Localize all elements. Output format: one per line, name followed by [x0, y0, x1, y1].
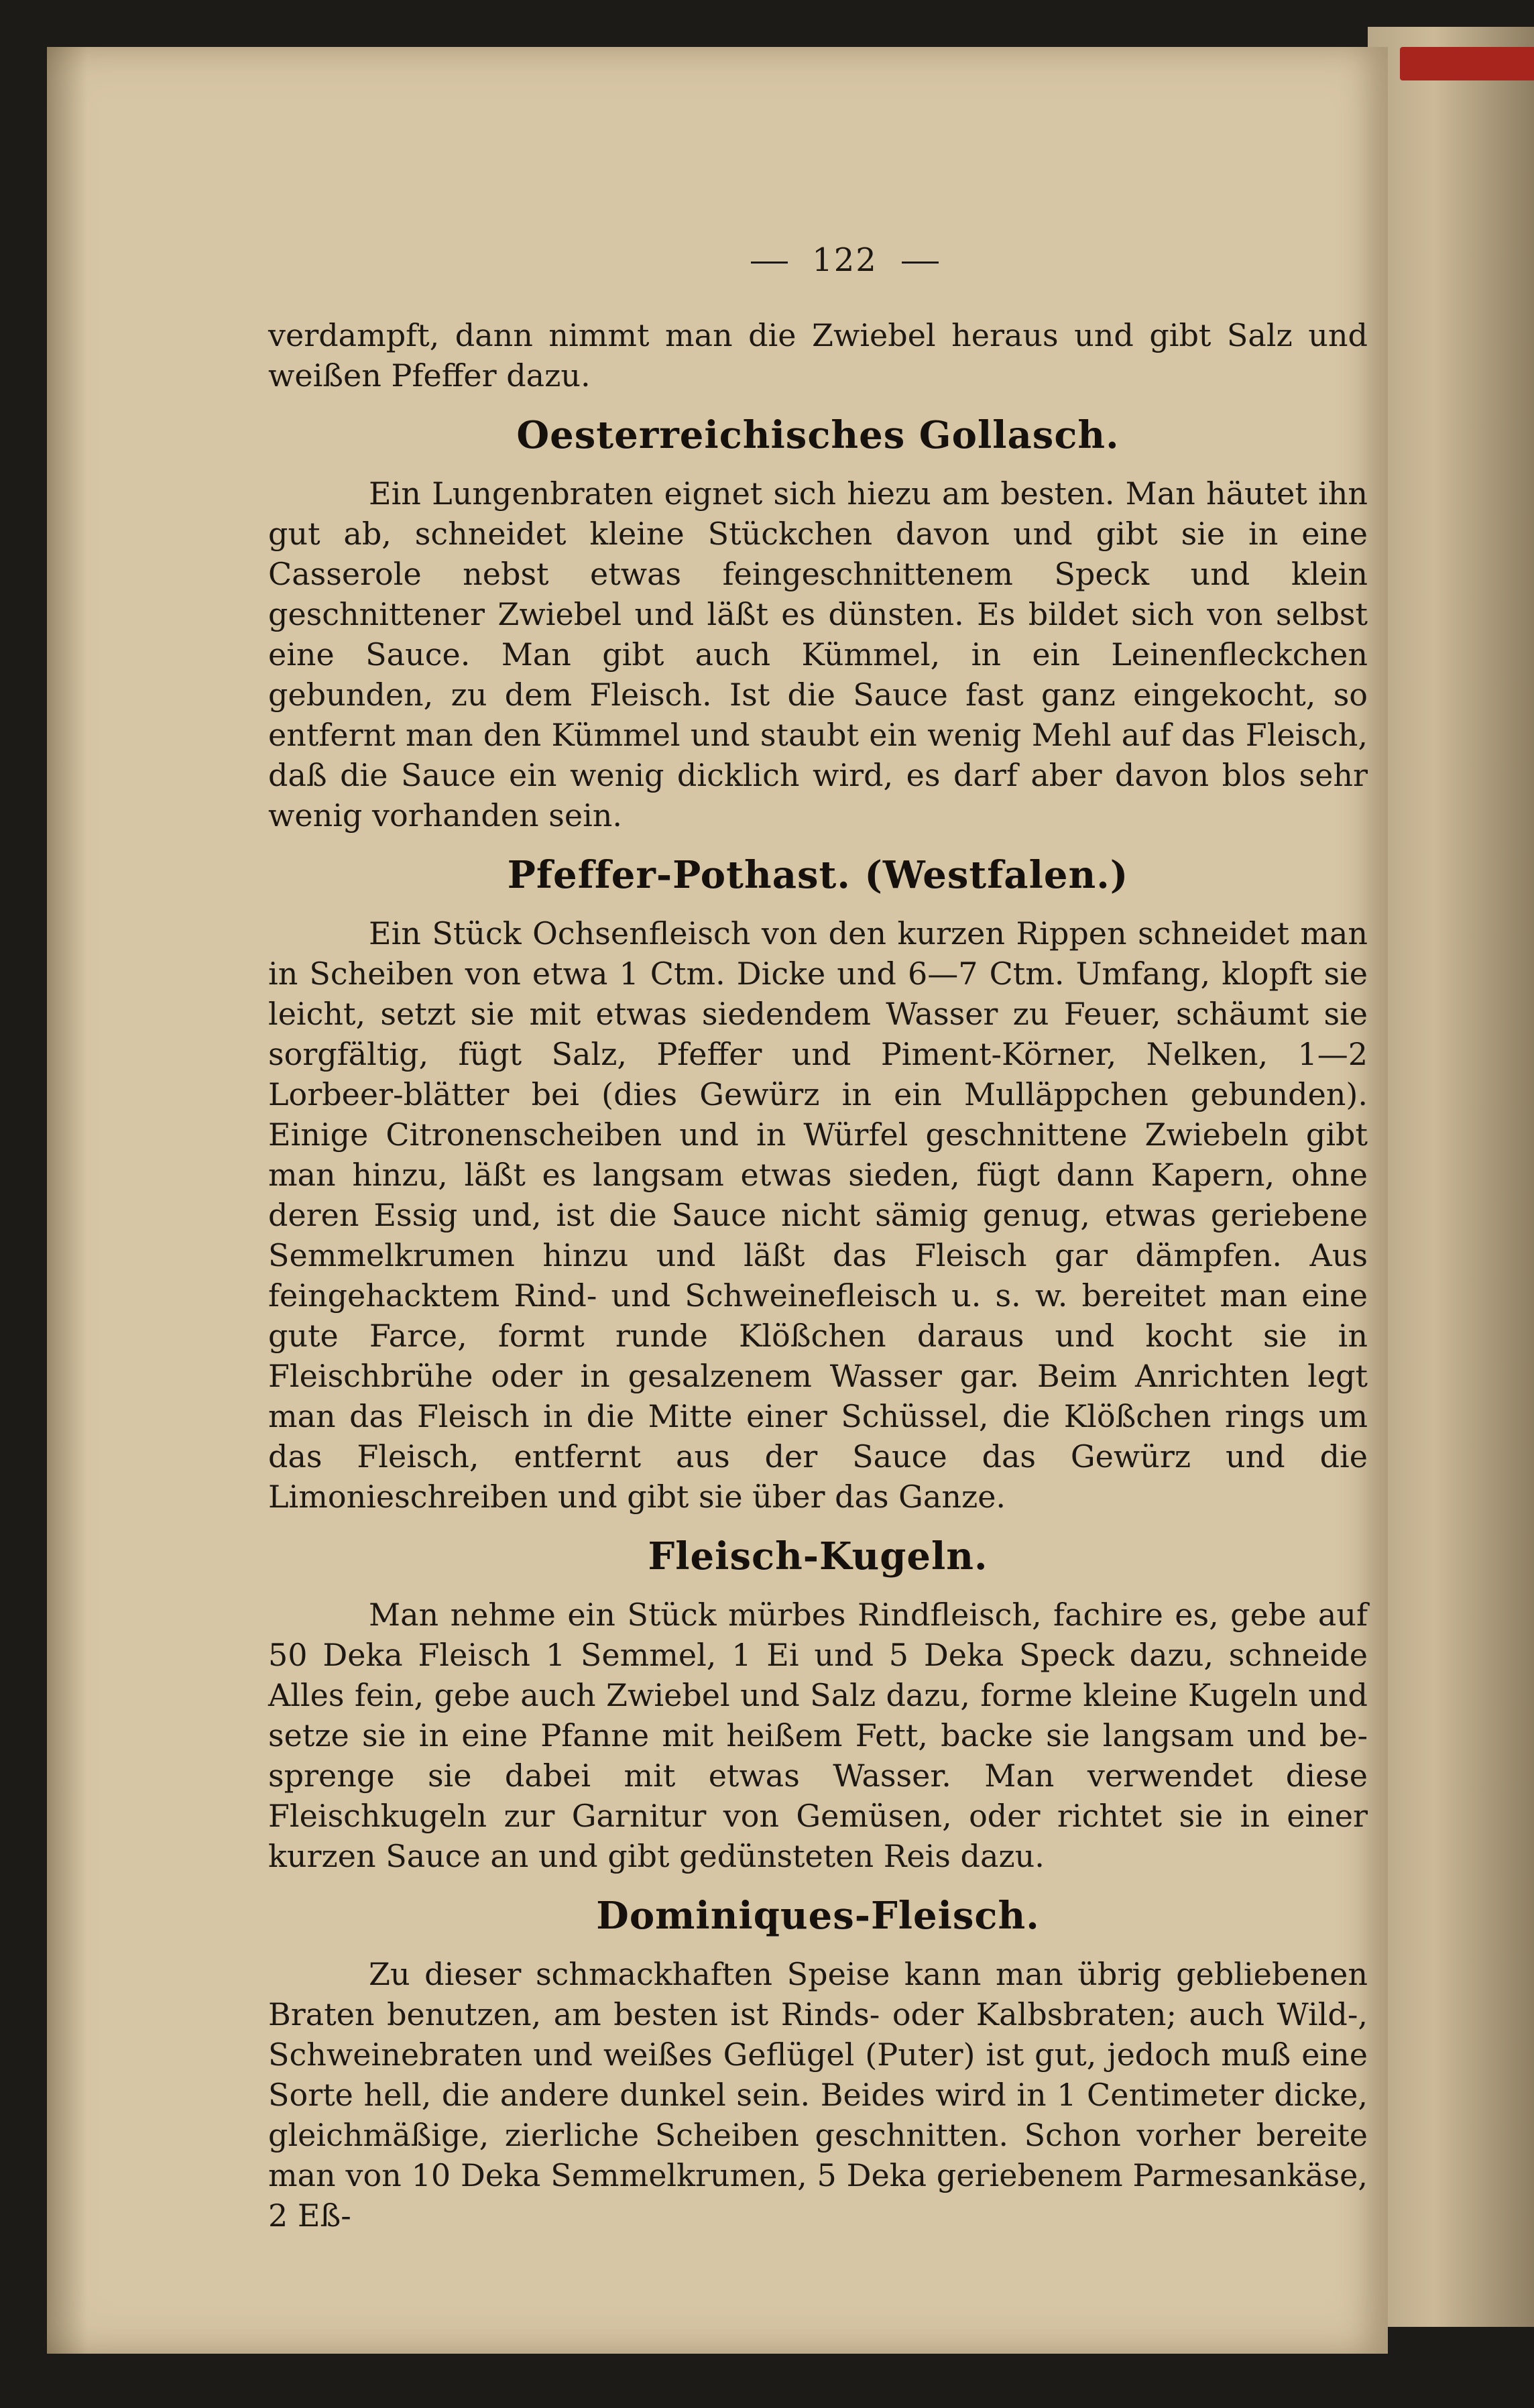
recipe-heading-pfeffer-pothast: Pfeffer-Pothast. (Westfalen.)	[507, 853, 1129, 897]
recipe-text-gollasch: Ein Lungenbraten eignet sich hiezu am besten. Man häutet ihn gut ab, schneidet kleine Stückchen davon und gibt sie in eine Casserole nebst etwas feingeschnittenem Speck und klein geschnittener Zwiebel und läßt es dünsten. Es bildet sich von selbst eine Sauce. Man gibt auch Kümmel, in ein Leinenfleckchen gebunden, zu dem Fleisch. Ist die Sauce fast ganz eingekocht, so entfernt man den Kümmel und staubt ein wenig Mehl auf das Fleisch, daß die Sauce ein wenig dicklich wird, es darf aber davon blos sehr wenig vorhanden sein.	[268, 475, 1368, 834]
page-edge-stack	[1368, 27, 1534, 2327]
page-number-value: 122	[812, 241, 878, 279]
gutter-shadow	[47, 47, 87, 2354]
recipe-text-fleisch-kugeln: Man nehme ein Stück mürbes Rindfleisch, fachire es, gebe auf 50 Deka Fleisch 1 Semmel, 1 Ei und 5 Deka Speck dazu, schneide Alles fein, gebe auch Zwiebel und Salz dazu, forme kleine Kugeln und setze sie in eine Pfanne mit heißem Fett, backe sie langsam und be-sprenge sie dabei mit etwas Wasser. Man verwendet diese Fleischkugeln zur Garnitur von Gemüsen, oder richtet sie in einer kurzen Sauce an und gibt gedünsteten Reis dazu.	[268, 1597, 1368, 1874]
page-number-dash-left	[751, 262, 788, 264]
bookmark-ribbon	[1400, 47, 1534, 80]
recipe-heading-fleisch-kugeln: Fleisch-Kugeln.	[648, 1534, 988, 1579]
recipe-heading-dominiques-fleisch: Dominiques-Fleisch.	[596, 1894, 1040, 1938]
page-number-dash-right	[902, 262, 939, 264]
recipe-text-dominiques-fleisch: Zu dieser schmackhaften Speise kann man übrig gebliebenen Braten benutzen, am besten ist Rinds- oder Kalbsbraten; auch Wild-, Schweinebraten und weißes Geflügel (Puter) ist gut, jedoch muß eine Sorte hell, die andere dunkel sein. Beides wird in 1 Centimeter dicke, gleichmäßige, zierliche Scheiben geschnitten. Schon vorher bereite man von 10 Deka Semmelkrumen, 5 Deka geriebenem Parmesankäse, 2 Eß-	[268, 1956, 1368, 2234]
page-number	[697, 241, 992, 279]
recipe-text-pfeffer-pothast: Ein Stück Ochsenfleisch von den kurzen Rippen schneidet man in Scheiben von etwa 1 Ctm. Dicke und 6—7 Ctm. Umfang, klopft sie leicht, setzt sie mit etwas siedendem Wasser zu Feuer, schäumt sie sorgfältig, fügt Salz, Pfeffer und Piment-Körner, Nelken, 1—2 Lorbeer-blätter bei (dies Gewürz in ein Mulläppchen gebunden). Einige Citronenscheiben und in Würfel geschnittene Zwiebeln gibt man hinzu, läßt es langsam etwas sieden, fügt dann Kapern, ohne deren Essig und, ist die Sauce nicht sämig genug, etwas geriebene Semmelkrumen hinzu und läßt das Fleisch gar dämpfen. Aus feingehacktem Rind- und Schweinefleisch u. s. w. bereitet man eine gute Farce, formt runde Klößchen daraus und kocht sie in Fleischbrühe oder in gesalzenem Wasser gar. Beim Anrichten legt man das Fleisch in die Mitte einer Schüssel, die Klößchen rings um das Fleisch, entfernt aus der Sauce das Gewürz und die Limonieschreiben und gibt sie über das Ganze.	[268, 915, 1368, 1515]
paragraph-continuation: verdampft, dann nimmt man die Zwiebel heraus und gibt Salz und weißen Pfeffer dazu.	[268, 317, 1368, 394]
recipe-heading-gollasch: Oesterreichisches Gollasch.	[516, 413, 1120, 457]
page-text-column	[268, 315, 1368, 2236]
